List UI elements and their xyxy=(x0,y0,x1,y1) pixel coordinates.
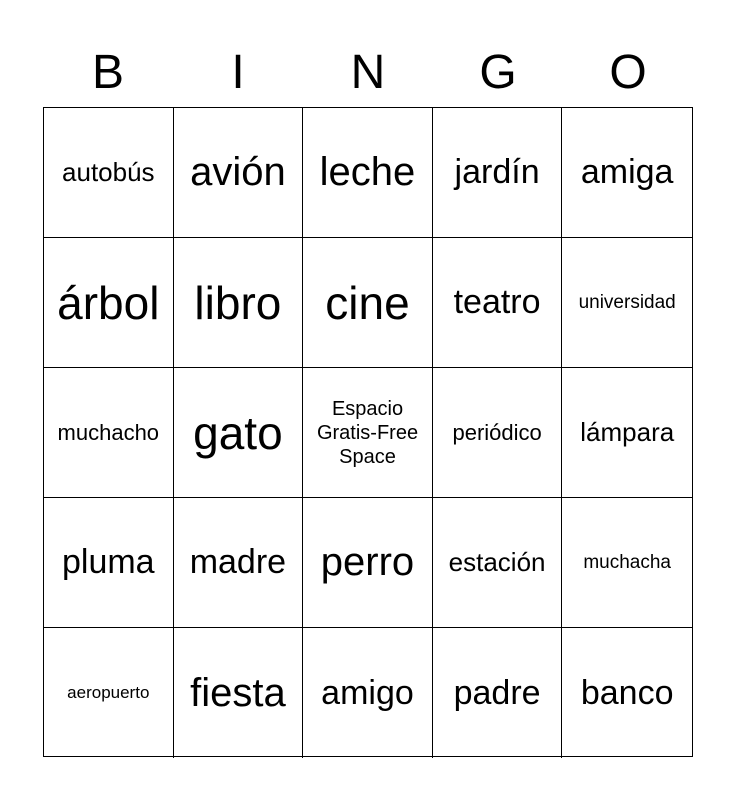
bingo-cell[interactable]: periódico xyxy=(433,368,563,498)
bingo-cell[interactable]: banco xyxy=(580,673,674,712)
bingo-cell[interactable]: muchacho xyxy=(44,368,174,498)
bingo-cell[interactable]: teatro xyxy=(433,238,563,368)
bingo-cell[interactable]: universidad xyxy=(562,238,692,368)
bingo-cell[interactable]: amiga xyxy=(562,108,692,238)
bingo-cell[interactable]: autobús xyxy=(44,108,174,238)
bingo-cell[interactable]: jardín xyxy=(433,108,563,238)
bingo-cell[interactable]: padre xyxy=(433,628,563,758)
bingo-cell[interactable]: perro xyxy=(303,498,433,628)
board-row xyxy=(44,238,692,368)
board-row xyxy=(44,368,692,498)
bingo-cell[interactable]: libro xyxy=(174,238,304,368)
header-letter-i: I xyxy=(231,46,245,99)
bingo-cell[interactable]: pluma xyxy=(44,498,174,628)
bingo-cell[interactable]: leche xyxy=(303,108,433,238)
bingo-cell[interactable]: avión xyxy=(174,108,304,238)
board-row xyxy=(44,108,692,238)
header-letter-o: O xyxy=(609,46,647,99)
bingo-cell[interactable]: muchacha xyxy=(562,498,692,628)
bingo-cell[interactable]: aeropuerto xyxy=(44,628,174,758)
header-letter-b: B xyxy=(91,46,124,99)
bingo-cell[interactable]: árbol xyxy=(44,238,174,368)
bingo-cell[interactable]: estación xyxy=(433,498,563,628)
bingo-board xyxy=(43,107,693,757)
board-row xyxy=(44,498,692,628)
bingo-cell[interactable]: madre xyxy=(174,498,304,628)
free-space-cell[interactable]: Espacio Gratis-Free Space xyxy=(303,368,433,498)
board-row xyxy=(44,628,692,758)
bingo-cell[interactable]: fiesta xyxy=(174,628,304,758)
bingo-cell[interactable]: gato xyxy=(174,368,304,498)
bingo-header xyxy=(43,40,693,106)
bingo-cell[interactable]: cine xyxy=(303,238,433,368)
header-letter-n: N xyxy=(350,46,386,99)
bingo-cell[interactable]: lámpara xyxy=(562,368,692,498)
header-letter-g: G xyxy=(479,46,517,99)
bingo-cell[interactable]: amigo xyxy=(303,628,433,758)
